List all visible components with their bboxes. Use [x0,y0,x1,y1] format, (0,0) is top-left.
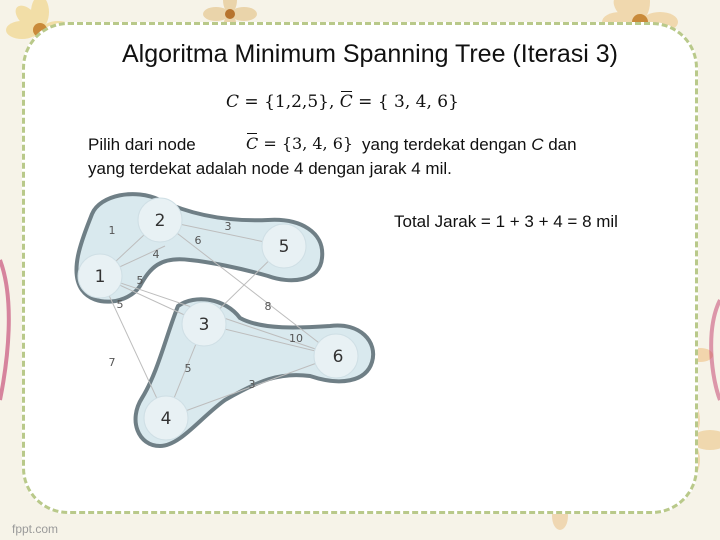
weight-2-6: 6 [194,234,202,247]
weight-3-4: 5 [184,362,192,375]
footer-brand: fppt.com [12,522,59,536]
set-c-value: = {1,2,5}, [239,92,340,112]
node-label-5: 5 [278,237,290,257]
node-label-2: 2 [154,211,166,231]
node-label-3: 3 [198,315,210,335]
node-label-1: 1 [94,267,106,287]
weight-1-6: 5 [136,274,144,287]
weight-3-6: 10 [289,332,303,345]
weight-2-5: 3 [224,220,232,233]
set-cbar-value: = { 3, 4, 6} [352,92,459,112]
sentence-line2: yang terdekat adalah node 4 dengan jarak 4 mil. [88,159,452,178]
edge-1-4 [100,276,166,418]
weight-1-3: 5 [116,298,124,311]
node-label-4: 4 [160,409,172,429]
set-cbar-label: C [339,92,353,112]
weight-1-4: 7 [108,356,116,369]
sentence-part1: Pilih dari node [88,135,196,154]
node-label-6: 6 [332,347,344,367]
inline-cbar-value: = {3, 4, 6} [258,134,354,153]
set-c-label: C [226,92,240,112]
weight-3-5: 8 [264,300,272,313]
total-distance: Total Jarak = 1 + 3 + 4 = 8 mil [394,212,618,231]
weight-1-4-short: 4 [152,248,160,261]
sentence-c: C [531,135,544,154]
sentence-part3-text: dan [543,135,577,154]
sentence-part2-text: yang terdekat dengan [362,135,532,154]
weight-4-6: 3 [248,378,256,391]
slide-title: Algoritma Minimum Spanning Tree (Iterasi 3) [121,40,619,68]
inline-cbar-label: C [246,134,259,153]
weight-1-2: 1 [108,224,116,237]
